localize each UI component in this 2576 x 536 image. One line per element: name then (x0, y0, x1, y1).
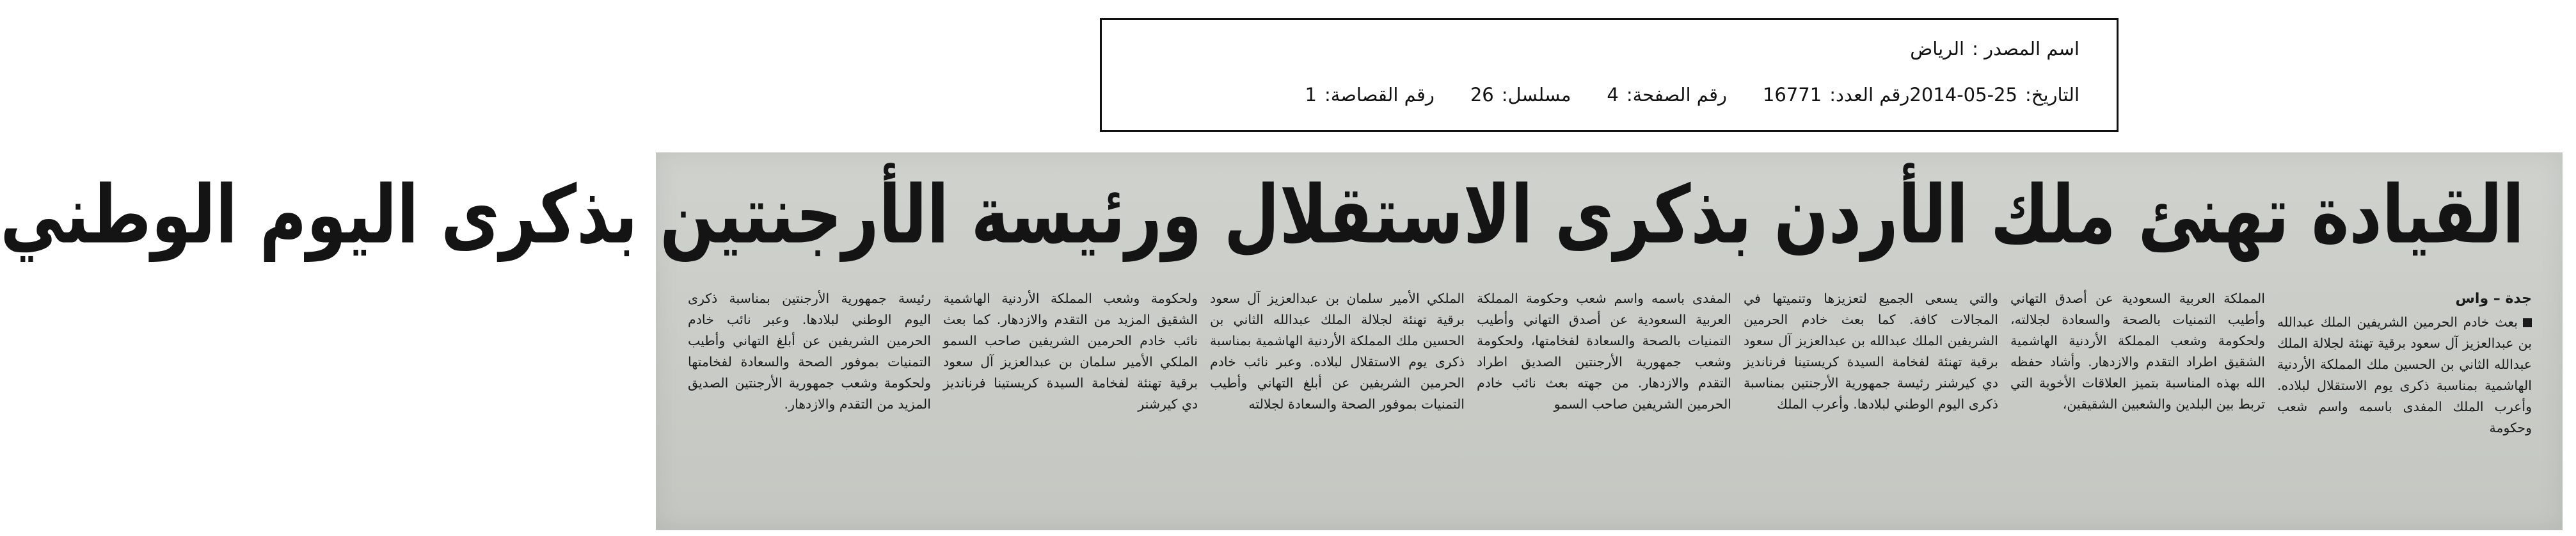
clip-value: 1 (1305, 84, 1317, 106)
page-label: رقم الصفحة: (1626, 84, 1727, 106)
date-field (1909, 84, 2079, 106)
issue-field (1763, 84, 1909, 106)
source-row (1827, 38, 2079, 60)
source-field (1964, 38, 2079, 60)
source-label: اسم المصدر : (1972, 38, 2079, 60)
article-column-7 (688, 288, 931, 415)
serial-field (1470, 84, 1571, 106)
column-text: الملكي الأمير سلمان بن عبدالعزيز آل سعود برقية تهنئة لجلالة الملك عبدالله الثاني بن الحسين ملك المملكة الأردنية الهاشمية بمناسبة ذكرى يوم الاستقلال لبلاده. وعبر نائب خادم الحرمين الشريفين عن أبلغ التهاني وأطيب التمنيات بموفور الصحة والسعادة لجلالته (1210, 291, 1465, 412)
article-column-5 (1210, 288, 1465, 415)
newspaper-clipping (0, 152, 2563, 530)
article-column-3 (1744, 288, 1998, 415)
column-text: والتي يسعى الجميع لتعزيزها وتنميتها في المجالات كافة. كما بعث خادم الحرمين الشريفين الملك عبدالله بن عبدالعزيز آل سعود برقية تهنئة لفخامة السيدة كريستينا فرنانديز دي كيرشنر رئيسة جمهورية الأرجنتين بمناسبة ذكرى اليوم الوطني لبلادها. وأعرب الملك (1744, 291, 1998, 412)
clip-label: رقم القصاصة: (1324, 84, 1435, 106)
article-column-2 (2010, 288, 2265, 415)
column-text: المملكة العربية السعودية عن أصدق التهاني وأطيب التمنيات بالصحة والسعادة لجلالته، ولحكومة وشعب المملكة الأردنية الهاشمية الشقيق اطراد التقدم والازدهار. وأشاد حفظه الله بهذه المناسبة بتميز العلاقات الأخوية التي تربط بين البلدين والشعبين الشقيقين، (2010, 291, 2265, 412)
article-column-4 (1477, 288, 1731, 415)
article-headline: القيادة تهنئ ملك الأردن بذكرى الاستقلال ورئيسة الأرجنتين بذكرى اليوم الوطني (0, 168, 2524, 262)
issue-label: رقم العدد: (1829, 84, 1910, 106)
clip-field (1305, 84, 1435, 106)
bullet-square-icon (2523, 318, 2532, 327)
source-value: الرياض (1910, 38, 1965, 60)
article-paragraph (2277, 312, 2532, 439)
source-info-box (1100, 18, 2119, 132)
article-column-1 (2277, 288, 2532, 439)
column-text: المفدى باسمه واسم شعب وحكومة المملكة العربية السعودية عن أصدق التهاني وأطيب التمنيات بالصحة والسعادة لفخامتها، ولحكومة وشعب جمهورية الأرجنتين الصديق اطراد التقدم والازدهار. من جهته بعث نائب خادم الحرمين الشريفين صاحب السمو (1477, 291, 1731, 412)
date-value: 2014-05-25 (1909, 84, 2017, 106)
article-column-6 (943, 288, 1198, 415)
serial-label: مسلسل: (1501, 84, 1571, 106)
column-text: بعث خادم الحرمين الشريفين الملك عبدالله بن عبدالعزيز آل سعود برقية تهنئة لجلالة الملك عبدالله الثاني بن الحسين ملك المملكة الأردنية الهاشمية بمناسبة ذكرى يوم الاستقلال لبلاده. وأعرب الملك المفدى باسمه واسم شعب وحكومة (2277, 314, 2532, 435)
metadata-row (1269, 84, 2080, 106)
column-text: ولحكومة وشعب المملكة الأردنية الهاشمية الشقيق المزيد من التقدم والازدهار. كما بعث نائب خادم الحرمين الشريفين صاحب السمو الملكي الأمير سلمان بن عبدالعزيز آل سعود برقية تهنئة لفخامة السيدة كريستينا فرنانديز دي كيرشنر (943, 291, 1198, 412)
source-value-field (1910, 38, 1964, 60)
column-text: رئيسة جمهورية الأرجنتين بمناسبة ذكرى اليوم الوطني لبلادها. وعبر نائب خادم الحرمين الشريفين عن أبلغ التهاني وأطيب التمنيات بموفور الصحة والسعادة لفخامتها ولحكومة وشعب جمهورية الأرجنتين الصديق المزيد من التقدم والازدهار. (688, 291, 931, 412)
page-field (1607, 84, 1727, 106)
page-value: 4 (1607, 84, 1619, 106)
date-label: التاريخ: (2024, 84, 2079, 106)
serial-value: 26 (1470, 84, 1494, 106)
article-dateline: جدة – واس (2455, 291, 2532, 307)
issue-value: 16771 (1762, 84, 1822, 106)
